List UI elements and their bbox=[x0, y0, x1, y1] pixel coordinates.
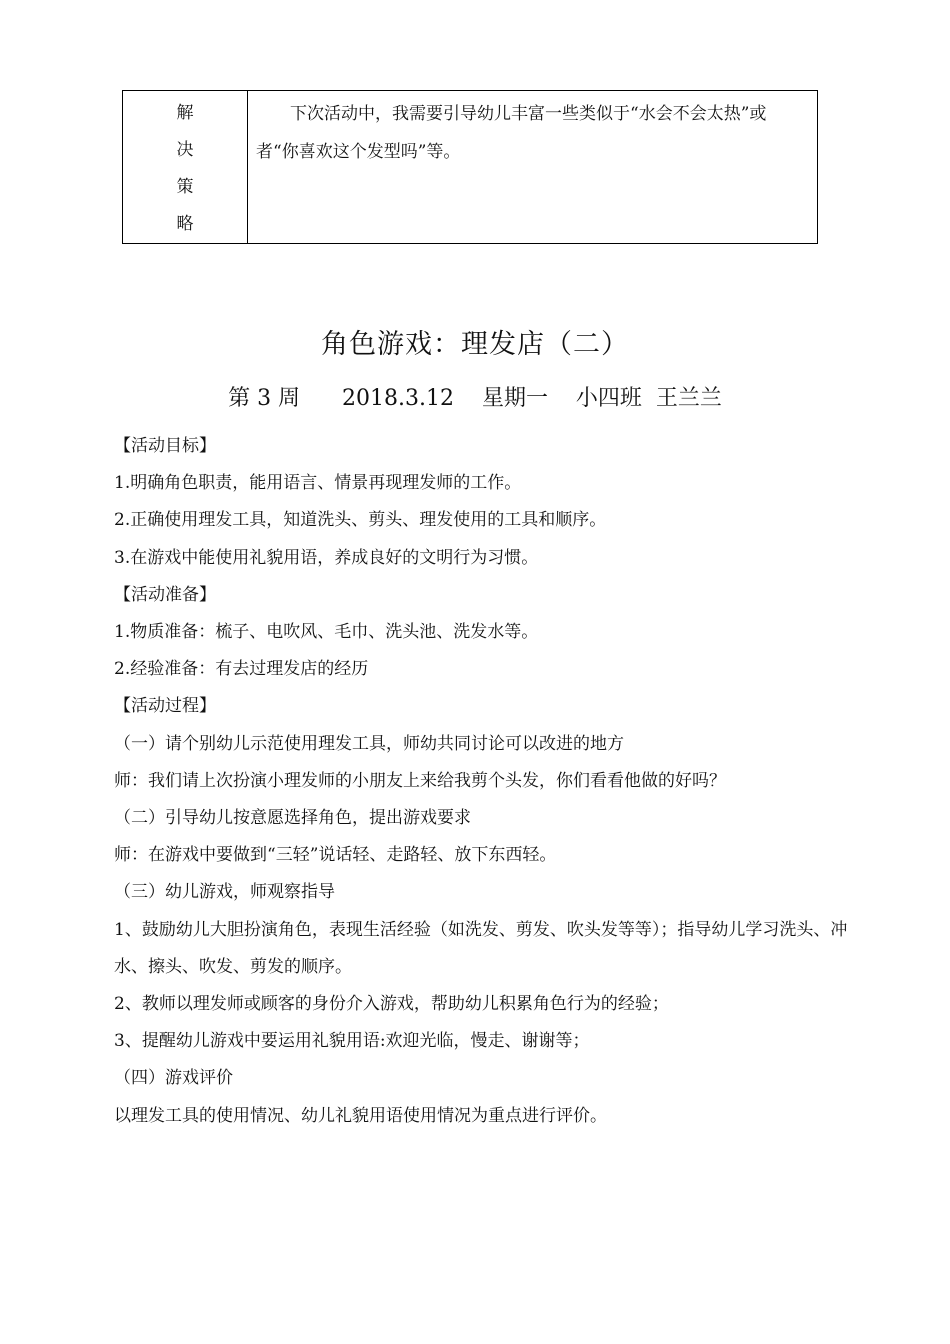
preparation-item: 2.经验准备：有去过理发店的经历 bbox=[114, 659, 369, 680]
goal-item: 3.在游戏中能使用礼貌用语，养成良好的文明行为习惯。 bbox=[114, 547, 539, 568]
strategy-label-cell bbox=[123, 91, 248, 244]
section-heading-process: 【活动过程】 bbox=[114, 696, 216, 717]
section-heading-preparation: 【活动准备】 bbox=[114, 584, 216, 605]
goal-item: 1.明确角色职责，能用语言、情景再现理发师的工作。 bbox=[114, 473, 522, 494]
process-step: （一）请个别幼儿示范使用理发工具，师幼共同讨论可以改进的地方 bbox=[114, 733, 624, 754]
process-text: 1、鼓励幼儿大胆扮演角色，表现生活经验（如洗发、剪发、吹头发等等）；指导幼儿学习洗头、冲水、擦头、吹发、剪发的顺序。 bbox=[114, 919, 848, 977]
process-text: 2、教师以理发师或顾客的身份介入游戏，帮助幼儿积累角色行为的经验； bbox=[114, 994, 669, 1015]
process-text: 师：在游戏中要做到“三轻”说话轻、走路轻、放下东西轻。 bbox=[114, 845, 557, 866]
preparation-item: 1.物质准备：梳子、电吹风、毛巾、洗头池、洗发水等。 bbox=[114, 622, 539, 643]
goal-item: 2.正确使用理发工具，知道洗头、剪头、理发使用的工具和顺序。 bbox=[114, 510, 607, 531]
strategy-label bbox=[123, 91, 247, 243]
page-subtitle: 第 3 周 2018.3.12 星期一 小四班 王兰兰 bbox=[228, 386, 722, 411]
label-char: 解 bbox=[176, 103, 194, 123]
process-step: （二）引导幼儿按意愿选择角色，提出游戏要求 bbox=[114, 808, 471, 829]
label-char: 策 bbox=[176, 177, 194, 197]
label-char: 略 bbox=[176, 214, 194, 234]
strategy-table bbox=[122, 90, 818, 244]
lesson-body bbox=[114, 428, 862, 1135]
strategy-row bbox=[123, 91, 818, 244]
label-char: 决 bbox=[176, 140, 194, 160]
section-heading-goals: 【活动目标】 bbox=[114, 436, 216, 456]
process-text: 师：我们请上次扮演小理发师的小朋友上来给我剪个头发，你们看看他做的好吗？ bbox=[114, 770, 726, 791]
process-step: （四）游戏评价 bbox=[114, 1068, 233, 1089]
strategy-content: 下次活动中，我需要引导幼儿丰富一些类似于“水会不会太热”或者“你喜欢这个发型吗”等。 bbox=[248, 91, 818, 244]
process-text: 3、提醒幼儿游戏中要运用礼貌用语:欢迎光临，慢走、谢谢等； bbox=[114, 1031, 590, 1052]
process-step: （三）幼儿游戏，师观察指导 bbox=[114, 882, 335, 903]
page-title: 角色游戏：理发店（二） bbox=[321, 329, 629, 360]
process-text: 以理发工具的使用情况、幼儿礼貌用语使用情况为重点进行评价。 bbox=[114, 1105, 607, 1126]
